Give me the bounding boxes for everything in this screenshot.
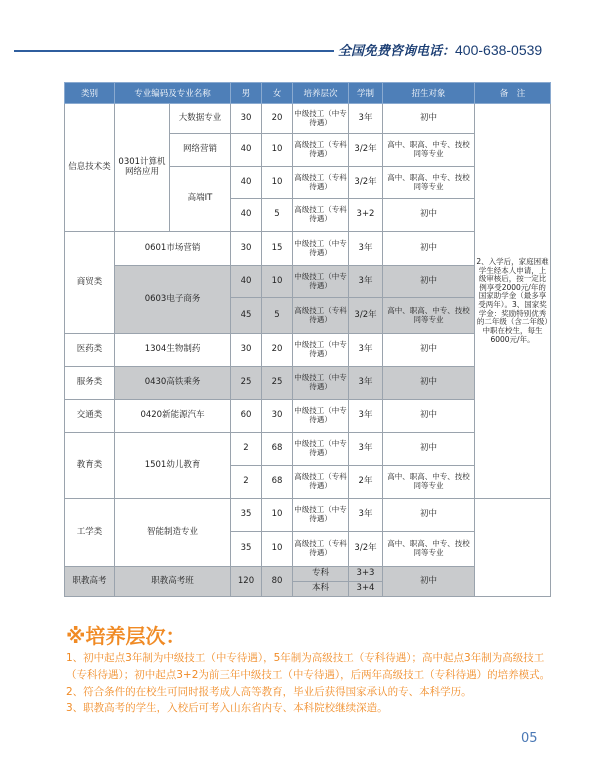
notes-block [66,650,552,717]
years-cell: 3年 [349,433,383,466]
sub-major-cell: 网络营销 [170,134,231,167]
years-cell: 2年 [349,466,383,499]
major-cell: 0603电子商务 [115,266,231,334]
level-cell: 中级技工（中专待遇） [293,433,349,466]
level-cell: 高级技工（专科待遇） [293,199,349,232]
target-cell: 高中、职高、中专、技校同等专业 [383,532,475,567]
header-male: 男 [231,83,262,104]
years-cell: 3年 [349,266,383,298]
target-cell: 初中 [383,400,475,433]
female-count: 25 [262,367,293,400]
male-count: 40 [231,167,262,199]
target-cell: 初中 [383,499,475,532]
table-header-row [65,83,551,104]
table-row [65,104,551,134]
female-count: 80 [262,567,293,597]
header-target: 招生对象 [383,83,475,104]
target-cell: 初中 [383,104,475,134]
hotline [338,40,542,59]
table-row [65,499,551,532]
major-cell: 智能制造专业 [115,499,231,567]
level-cell: 中级技工（中专待遇） [293,499,349,532]
level-cell: 本科 [293,582,349,597]
years-cell: 3+4 [349,582,383,597]
note-item: 2、符合条件的在校生可同时报考成人高等教育，毕业后获得国家承认的专、本科学历。 [66,685,472,698]
header-remark: 备 注 [475,83,551,104]
male-count: 30 [231,104,262,134]
major-cell: 1501幼儿教育 [115,433,231,499]
male-count: 40 [231,266,262,298]
years-cell: 3年 [349,104,383,134]
category-cell: 交通类 [65,400,115,433]
years-cell: 3+2 [349,199,383,232]
female-count: 10 [262,266,293,298]
target-cell: 初中 [383,567,475,597]
male-count: 35 [231,499,262,532]
target-cell: 初中 [383,266,475,298]
female-count: 10 [262,167,293,199]
category-cell: 商贸类 [65,232,115,334]
header-rule [14,50,334,52]
female-count: 20 [262,104,293,134]
years-cell: 3/2年 [349,167,383,199]
female-count: 10 [262,134,293,167]
years-cell: 3年 [349,367,383,400]
level-cell: 中级技工（中专待遇） [293,334,349,367]
header-female: 女 [262,83,293,104]
hotline-number: 400-638-0539 [455,42,543,58]
male-count: 35 [231,532,262,567]
category-cell: 服务类 [65,367,115,400]
target-cell: 高中、职高、中专、技校同等专业 [383,167,475,199]
section-title: ※培养层次： [66,624,186,648]
male-count: 40 [231,134,262,167]
major-cell: 1304生物制药 [115,334,231,367]
level-cell: 中级技工（中专待遇） [293,400,349,433]
level-cell: 高级技工（专科待遇） [293,298,349,334]
note-item: 3、职教高考的学生，入校后可考入山东省内专、本科院校继续深造。 [66,702,388,715]
female-count: 68 [262,466,293,499]
remark-empty-cell [475,499,551,597]
target-cell: 初中 [383,334,475,367]
female-count: 10 [262,532,293,567]
target-cell: 初中 [383,433,475,466]
target-cell: 初中 [383,367,475,400]
major-cell: 0601市场营销 [115,232,231,266]
major-cell: 职教高考班 [115,567,231,597]
years-cell: 3+3 [349,567,383,582]
sub-major-cell: 大数据专业 [170,104,231,134]
major-cell: 0430高铁乘务 [115,367,231,400]
category-cell: 医药类 [65,334,115,367]
male-count: 2 [231,466,262,499]
years-cell: 3年 [349,400,383,433]
male-count: 45 [231,298,262,334]
female-count: 15 [262,232,293,266]
female-count: 10 [262,499,293,532]
level-cell: 高级技工（专科待遇） [293,134,349,167]
note-item: 1、初中起点3年制为中级技工（中专待遇），5年制为高级技工（专科待遇）；高中起点3年制为高级技工（专科待遇）；初中起点3+2为前三年中级技工（中专待遇），后两年高级技工（专科待遇）的培养模式。 [66,652,551,681]
header-category: 类别 [65,83,115,104]
enrollment-table [64,82,551,597]
years-cell: 3/2年 [349,298,383,334]
years-cell: 3年 [349,499,383,532]
target-cell: 高中、职高、中专、技校同等专业 [383,134,475,167]
years-cell: 3/2年 [349,532,383,567]
years-cell: 3年 [349,334,383,367]
category-cell: 信息技术类 [65,104,115,232]
level-cell: 高级技工（专科待遇） [293,466,349,499]
page-number: 05 [521,731,538,746]
level-cell: 专科 [293,567,349,582]
level-cell: 高级技工（专科待遇） [293,532,349,567]
level-cell: 中级技工（中专待遇） [293,266,349,298]
male-count: 40 [231,199,262,232]
category-cell: 教育类 [65,433,115,499]
major-cell: 0301计算机网络应用 [115,104,170,232]
years-cell: 3年 [349,232,383,266]
target-cell: 初中 [383,232,475,266]
level-cell: 中级技工（中专待遇） [293,232,349,266]
female-count: 20 [262,334,293,367]
years-cell: 3/2年 [349,134,383,167]
female-count: 68 [262,433,293,466]
male-count: 2 [231,433,262,466]
target-cell: 高中、职高、中专、技校同等专业 [383,466,475,499]
header-years: 学制 [349,83,383,104]
level-cell: 中级技工（中专待遇） [293,367,349,400]
female-count: 30 [262,400,293,433]
category-cell: 工学类 [65,499,115,567]
category-cell: 职教高考 [65,567,115,597]
male-count: 30 [231,334,262,367]
header-level: 培养层次 [293,83,349,104]
male-count: 120 [231,567,262,597]
female-count: 5 [262,298,293,334]
level-cell: 高级技工（专科待遇） [293,167,349,199]
male-count: 25 [231,367,262,400]
female-count: 5 [262,199,293,232]
remark-cell: 2、入学后，家庭困难学生经本人申请，上级审核后，按一定比例享受2000元/年的国家助学金（最多享受两年）。3、国家奖学金：奖励特别优秀的二年级（含二年级）中职在校生，每生6000元/年。 [475,104,551,499]
level-cell: 中级技工（中专待遇） [293,104,349,134]
male-count: 60 [231,400,262,433]
target-cell: 高中、职高、中专、技校同等专业 [383,298,475,334]
male-count: 30 [231,232,262,266]
hotline-label: 全国免费咨询电话： [338,44,456,59]
major-cell: 0420新能源汽车 [115,400,231,433]
header-major: 专业编码及专业名称 [115,83,231,104]
target-cell: 初中 [383,199,475,232]
sub-major-cell: 高端IT [170,167,231,232]
